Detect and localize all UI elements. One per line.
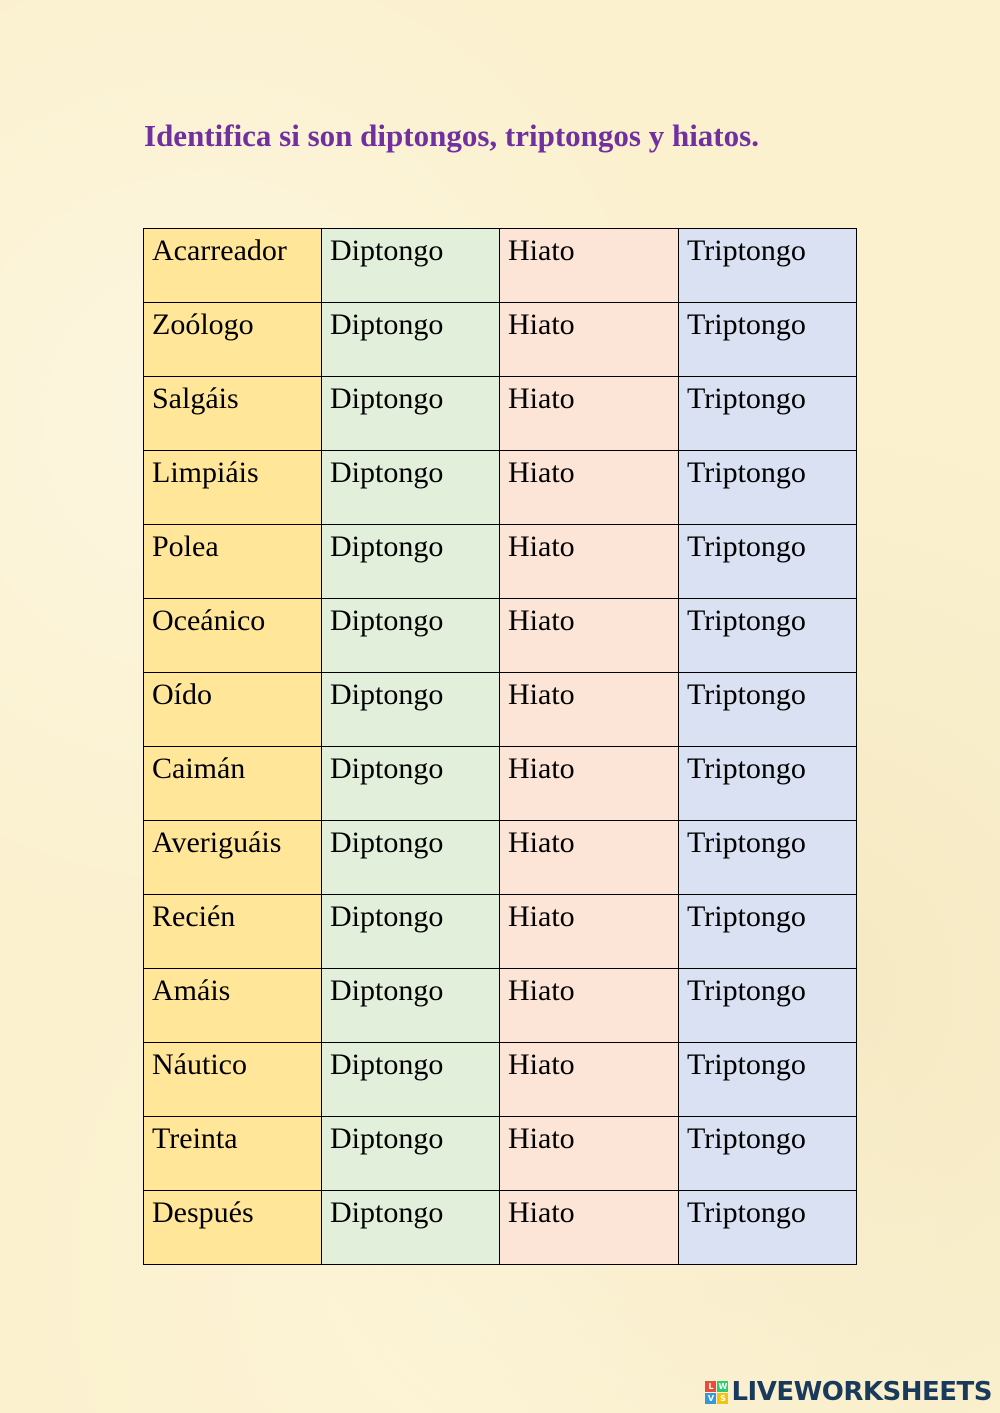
word-table [143, 228, 857, 1265]
option-diptongo[interactable]: Diptongo [322, 229, 500, 303]
option-diptongo[interactable]: Diptongo [322, 1043, 500, 1117]
table-row [144, 969, 857, 1043]
table-row [144, 229, 857, 303]
table-row [144, 895, 857, 969]
table-row [144, 1117, 857, 1191]
option-triptongo[interactable]: Triptongo [679, 895, 857, 969]
option-triptongo[interactable]: Triptongo [679, 451, 857, 525]
option-triptongo[interactable]: Triptongo [679, 747, 857, 821]
logo-square: L [705, 1381, 716, 1392]
logo-square: V [705, 1393, 716, 1404]
logo-square: S [717, 1393, 728, 1404]
page-title: Identifica si son diptongos, triptongos y hiatos. [144, 118, 759, 153]
table-row [144, 599, 857, 673]
option-diptongo[interactable]: Diptongo [322, 895, 500, 969]
option-diptongo[interactable]: Diptongo [322, 673, 500, 747]
option-hiato[interactable]: Hiato [500, 1043, 679, 1117]
word-cell: Treinta [144, 1117, 322, 1191]
word-cell: Averiguáis [144, 821, 322, 895]
table-row [144, 1043, 857, 1117]
option-hiato[interactable]: Hiato [500, 303, 679, 377]
option-hiato[interactable]: Hiato [500, 821, 679, 895]
table-row [144, 525, 857, 599]
table-row [144, 451, 857, 525]
option-diptongo[interactable]: Diptongo [322, 747, 500, 821]
option-diptongo[interactable]: Diptongo [322, 525, 500, 599]
brand-name: LIVEWORKSHEETS [731, 1377, 992, 1407]
table-row [144, 1191, 857, 1265]
option-triptongo[interactable]: Triptongo [679, 229, 857, 303]
word-cell: Amáis [144, 969, 322, 1043]
option-hiato[interactable]: Hiato [500, 229, 679, 303]
word-cell: Después [144, 1191, 322, 1265]
option-triptongo[interactable]: Triptongo [679, 599, 857, 673]
option-hiato[interactable]: Hiato [500, 969, 679, 1043]
option-hiato[interactable]: Hiato [500, 747, 679, 821]
option-triptongo[interactable]: Triptongo [679, 1191, 857, 1265]
word-cell: Caimán [144, 747, 322, 821]
option-triptongo[interactable]: Triptongo [679, 1043, 857, 1117]
option-hiato[interactable]: Hiato [500, 599, 679, 673]
option-triptongo[interactable]: Triptongo [679, 673, 857, 747]
option-triptongo[interactable]: Triptongo [679, 377, 857, 451]
word-cell: Náutico [144, 1043, 322, 1117]
table-row [144, 303, 857, 377]
word-cell: Oceánico [144, 599, 322, 673]
option-diptongo[interactable]: Diptongo [322, 599, 500, 673]
option-hiato[interactable]: Hiato [500, 451, 679, 525]
option-hiato[interactable]: Hiato [500, 895, 679, 969]
word-cell: Oído [144, 673, 322, 747]
liveworksheets-logo-icon [705, 1381, 728, 1404]
option-hiato[interactable]: Hiato [500, 673, 679, 747]
option-diptongo[interactable]: Diptongo [322, 377, 500, 451]
table-row [144, 747, 857, 821]
table-body [144, 229, 857, 1265]
word-cell: Acarreador [144, 229, 322, 303]
word-cell: Salgáis [144, 377, 322, 451]
word-cell: Polea [144, 525, 322, 599]
option-diptongo[interactable]: Diptongo [322, 969, 500, 1043]
word-cell: Recién [144, 895, 322, 969]
option-triptongo[interactable]: Triptongo [679, 525, 857, 599]
option-diptongo[interactable]: Diptongo [322, 303, 500, 377]
option-hiato[interactable]: Hiato [500, 525, 679, 599]
option-triptongo[interactable]: Triptongo [679, 821, 857, 895]
table-row [144, 821, 857, 895]
liveworksheets-brand[interactable] [705, 1377, 992, 1407]
option-diptongo[interactable]: Diptongo [322, 451, 500, 525]
option-hiato[interactable]: Hiato [500, 1117, 679, 1191]
option-diptongo[interactable]: Diptongo [322, 1191, 500, 1265]
table-row [144, 673, 857, 747]
option-triptongo[interactable]: Triptongo [679, 303, 857, 377]
option-triptongo[interactable]: Triptongo [679, 1117, 857, 1191]
option-diptongo[interactable]: Diptongo [322, 1117, 500, 1191]
logo-square: W [718, 1381, 728, 1391]
option-diptongo[interactable]: Diptongo [322, 821, 500, 895]
option-hiato[interactable]: Hiato [500, 1191, 679, 1265]
option-hiato[interactable]: Hiato [500, 377, 679, 451]
table-row [144, 377, 857, 451]
word-cell: Limpiáis [144, 451, 322, 525]
word-cell: Zoólogo [144, 303, 322, 377]
option-triptongo[interactable]: Triptongo [679, 969, 857, 1043]
